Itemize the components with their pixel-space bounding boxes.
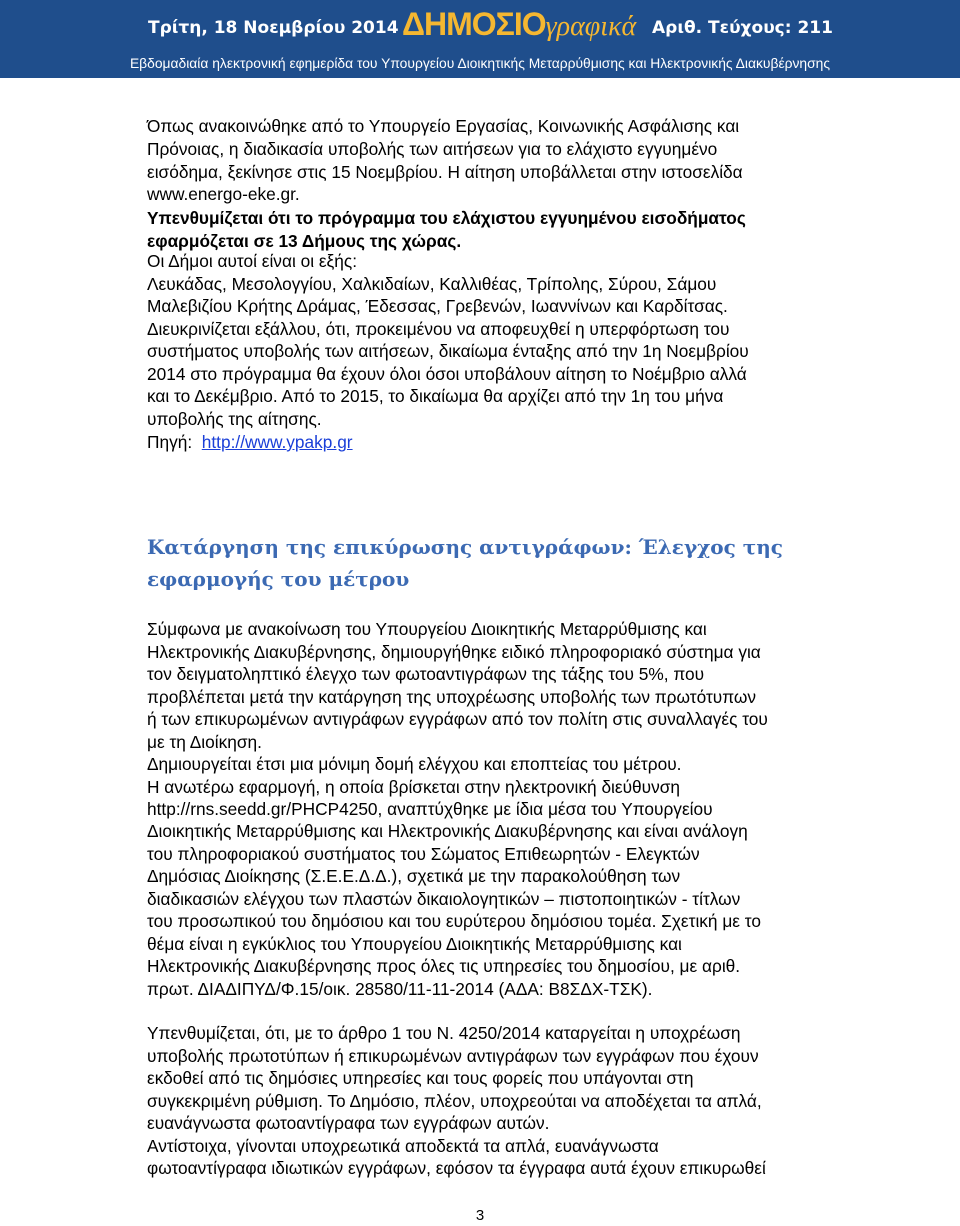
issue-number: Αριθ. Τεύχους: 211	[652, 18, 833, 38]
article1-line: και το Δεκέμβριο. Από το 2015, το δικαίωμα θα αρχίζει από την 1η του μήνα	[147, 386, 724, 406]
page-number: 3	[475, 1207, 485, 1224]
article2-line: Αντίστοιχα, γίνονται υποχρεωτικά αποδεκτά τα απλά, ευανάγνωστα	[147, 1136, 659, 1156]
article2-line: του πληροφοριακού συστήματος του Σώματος Επιθεωρητών - Ελεγκτών	[147, 844, 700, 864]
article1-line: εισόδημα, ξεκίνησε στις 15 Νοεμβρίου. Η αίτηση υποβάλλεται στην ιστοσελίδα	[147, 162, 743, 182]
website-text: www.energo-eke.gr.	[147, 184, 300, 204]
header-subtitle: Εβδομαδιαία ηλεκτρονική εφημερίδα του Υπουργείου Διοικητικής Μεταρρύθμισης και Ηλεκτρονικής Διακυβέρνησης	[129, 55, 831, 71]
article2-line: εκδοθεί από τις δημόσιες υπηρεσίες και τους φορείς που υπάγονται στη	[147, 1068, 694, 1088]
source-label: Πηγή:	[147, 432, 193, 452]
article2-title: εφαρμογής του μέτρου	[147, 567, 410, 591]
article2-line: Δημιουργείται έτσι μια μόνιμη δομή ελέγχου και εποπτείας του μέτρου.	[147, 754, 682, 774]
article2-line: ή των επικυρωμένων αντιγράφων εγγράφων από τον πολίτη στις συναλλαγές του	[147, 709, 768, 729]
article2-line: Ηλεκτρονικής Διακυβέρνησης προς όλες τις υπηρεσίες του δημοσίου, με αριθ.	[147, 956, 741, 976]
issue-date: Τρίτη, 18 Νοεμβρίου 2014	[148, 18, 399, 38]
article2-line: πρωτ. ΔΙΑΔΙΠΥΔ/Φ.15/οικ. 28580/11-11-2014 (ΑΔΑ: Β8ΣΔΧ-ΤΣΚ).	[147, 979, 653, 999]
article2-line: Διοικητικής Μεταρρύθμισης και Ηλεκτρονικής Διακυβέρνησης και είναι ανάλογη	[147, 821, 748, 841]
article2-line: Ηλεκτρονικής Διακυβέρνησης, δημιουργήθηκε ειδικό πληροφοριακό σύστημα για	[147, 642, 761, 662]
article1-bold-line: Υπενθυμίζεται ότι το πρόγραμμα του ελάχιστου εγγυημένου εισοδήματος	[147, 208, 746, 228]
article2-line: Σύμφωνα με ανακοίνωση του Υπουργείου Διοικητικής Μεταρρύθμισης και	[147, 619, 707, 639]
source-line	[147, 431, 353, 453]
article1-line: 2014 στο πρόγραμμα θα έχουν όλοι όσοι υποβάλουν αίτηση το Νοέμβριο αλλά	[147, 364, 747, 384]
source-link[interactable]: http://www.ypakp.gr	[201, 432, 353, 452]
article2-line: Υπενθυμίζεται, ότι, με το άρθρο 1 του Ν. 4250/2014 καταργείται η υποχρέωση	[147, 1023, 741, 1043]
article2-line: του προσωπικού του δημόσιου και του ευρύτερου δημόσιου τομέα. Σχετική με το	[147, 911, 761, 931]
article1-line: Όπως ανακοινώθηκε από το Υπουργείο Εργασίας, Κοινωνικής Ασφάλισης και	[147, 116, 740, 136]
article2-line: φωτοαντίγραφα ιδιωτικών εγγράφων, εφόσον τα έγγραφα αυτά έχουν επικυρωθεί	[147, 1158, 766, 1178]
article2-line: θέμα είναι η εγκύκλιος του Υπουργείου Διοικητικής Μεταρρύθμισης και	[147, 934, 682, 954]
article2-line: Η ανωτέρω εφαρμογή, η οποία βρίσκεται στην ηλεκτρονική διεύθυνση	[147, 777, 681, 797]
line-text: Διευκρινίζεται εξάλλου, ότι, προκειμένου να αποφευχθεί η υπερφόρτωση του	[147, 319, 730, 339]
municipalities-list: Μαλεβιζίου Κρήτης Δράμας, Έδεσσας, Γρεβενών, Ιωαννίνων και Καρδίτσας.	[147, 296, 728, 316]
article2-line: συγκεκριμένη ρύθμιση. Το Δημόσιο, πλέον, υποχρεούται να αποδέχεται τα απλά,	[147, 1091, 762, 1111]
article2-line: http://rns.seedd.gr/PHCP4250, αναπτύχθηκε με ίδια μέσα του Υπουργείου	[147, 799, 713, 819]
article2-line: ευανάγνωστα φωτοαντίγραφα των εγγράφων αυτών.	[147, 1113, 550, 1133]
logo-text-script: γραφικά	[545, 11, 637, 42]
article1-line: Οι Δήμοι αυτοί είναι οι εξής:	[147, 251, 358, 271]
article2-line: υποβολής πρωτοτύπων ή επικυρωμένων αντιγράφων των εγγράφων που έχουν	[147, 1046, 759, 1066]
municipalities-list: Λευκάδας, Μεσολογγίου, Χαλκιδαίων, Καλλιθέας, Τρίπολης, Σύρου, Σάμου	[147, 274, 717, 294]
article1-line: Πρόνοιας, η διαδικασία υποβολής των αιτήσεων για το ελάχιστο εγγυημένο	[147, 139, 718, 159]
article1-line: υποβολής της αίτησης.	[147, 409, 322, 429]
logo-text-main: ΔΗΜΟΣΙΟ	[402, 6, 546, 42]
article2-line: διαδικασιών ελέγχου των πλαστών δικαιολογητικών – πιστοποιητικών - τίτλων	[147, 889, 741, 909]
article2-line: προβλέπεται μετά την κατάργηση της υποχρέωσης υποβολής των πρωτότυπων	[147, 687, 757, 707]
article1-line	[147, 318, 845, 340]
article2-title: Κατάργηση της επικύρωσης αντιγράφων: Έλεγχος της	[147, 535, 783, 559]
article1-line: συστήματος υποβολής των αιτήσεων, δικαίωμα ένταξης από την 1η Νοεμβρίου	[147, 341, 749, 361]
article1-bold-line: εφαρμόζεται σε 13 Δήμους της χώρας.	[147, 231, 462, 251]
header-banner	[0, 0, 960, 78]
article2-line: με τη Διοίκηση.	[147, 732, 262, 752]
article2-line: τον δειγματοληπτικό έλεγχο των φωτοαντιγράφων της τάξης του 5%, που	[147, 664, 705, 684]
publication-logo	[402, 4, 636, 47]
article2-line: Δημόσιας Διοίκησης (Σ.Ε.Ε.Δ.Δ.), σχετικά με την παρακολούθηση των	[147, 866, 681, 886]
